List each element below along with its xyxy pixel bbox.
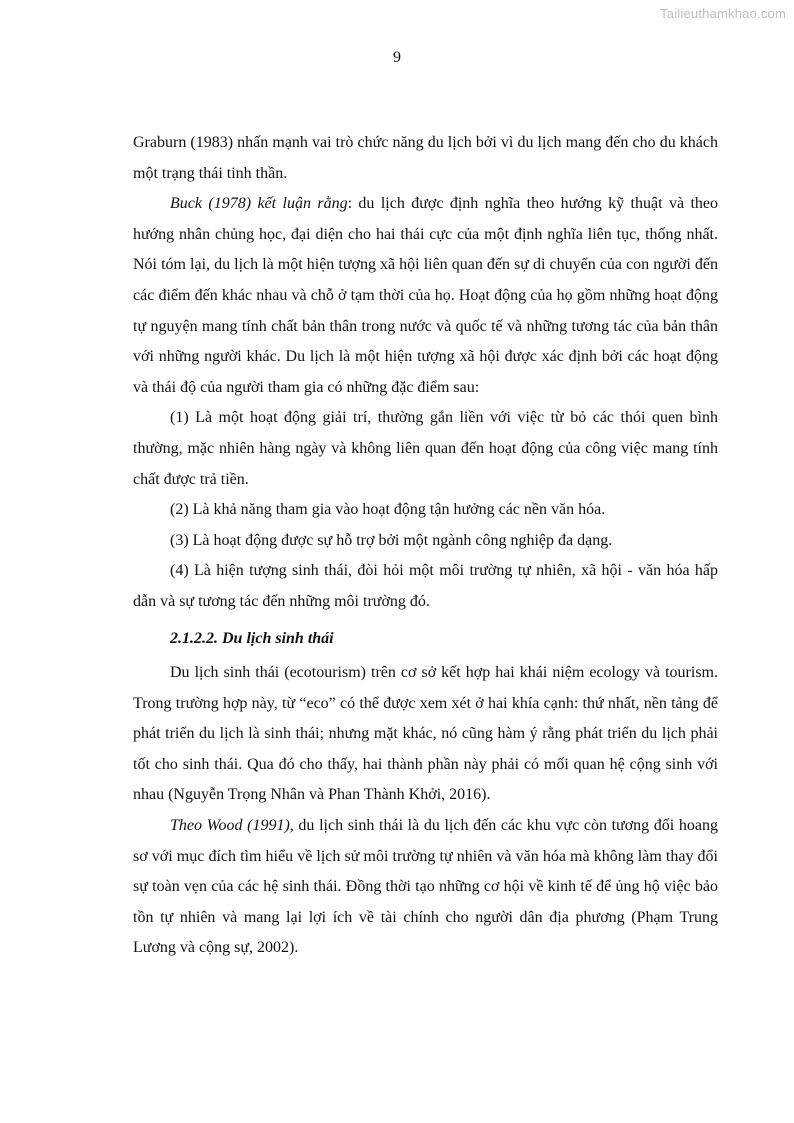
watermark: Tailieuthamkhao.com: [660, 6, 786, 21]
list-item-1: (1) Là một hoạt động giải trí, thường gắn liền với việc từ bỏ các thói quen bình thường, mặc nhiên hàng ngày và không liên quan đến hoạt động của công việc mang tính chất được trả tiền.: [133, 409, 718, 488]
paragraph-graburn: Graburn (1983) nhấn mạnh vai trò chức năng du lịch bởi vì du lịch mang đến cho du khách một trạng thái tinh thần.: [133, 134, 718, 182]
list-item-3: (3) Là hoạt động được sự hỗ trợ bởi một ngành công nghiệp đa dạng.: [170, 531, 613, 549]
page-number: 9: [393, 49, 401, 66]
paragraph-wood: [133, 811, 718, 964]
section-heading: 2.1.2.2. Du lịch sinh thái: [170, 629, 334, 647]
list-item-4: (4) Là hiện tượng sinh thái, đòi hỏi một môi trường tự nhiên, xã hội - văn hóa hấp dẫn và sự tương tác đến những môi trường đó.: [133, 562, 718, 610]
citation-wood: Theo Wood (1991),: [170, 817, 294, 835]
paragraph-ecotourism: Du lịch sinh thái (ecotourism) trên cơ sở kết hợp hai khái niệm ecology và tourism. Trong trường hợp này, từ “eco” có thể được xem xét ở hai khía cạnh: thứ nhất, nền tảng để phát triển du lịch là sinh thái; nhưng mặt khác, nó cũng hàm ý rằng phát triển du lịch phải tốt cho sinh thái. Qua đó cho thấy, hai thành phần này phải có mối quan hệ cộng sinh với nhau (Nguyễn Trọng Nhân và Phan Thành Khởi, 2016).: [133, 664, 718, 804]
document-body: [133, 128, 718, 964]
paragraph-buck: [133, 189, 718, 403]
paragraph-wood-text: du lịch sinh thái là du lịch đến các khu vực còn tương đối hoang sơ với mục đích tìm hiểu về lịch sử môi trường tự nhiên và văn hóa mà không làm thay đổi sự toàn vẹn của các hệ sinh thái. Đồng thời tạo những cơ hội về kinh tế để ủng hộ việc bảo tồn tự nhiên và mang lại lợi ích về tài chính cho người dân địa phương (Phạm Trung Lương và cộng sự, 2002).: [133, 817, 718, 957]
list-item-2: (2) Là khả năng tham gia vào hoạt động tận hưởng các nền văn hóa.: [170, 501, 606, 519]
citation-buck: Buck (1978) kết luận rằng: [170, 195, 348, 213]
paragraph-buck-text: : du lịch được định nghĩa theo hướng kỹ thuật và theo hướng nhân chủng học, đại diện cho hai thái cực của một định nghĩa liên tục, thống nhất. Nói tóm lại, du lịch là một hiện tượng xã hội liên quan đến sự di chuyển của con người đến các điểm đến khác nhau và chỗ ở tạm thời của họ. Hoạt động của họ gồm những hoạt động tự nguyện mang tính chất bản thân trong nước và quốc tế và những tương tác của bản thân với những người khác. Du lịch là một hiện tượng xã hội được xác định bởi các hoạt động và thái độ của người tham gia có những đặc điểm sau:: [133, 195, 719, 396]
